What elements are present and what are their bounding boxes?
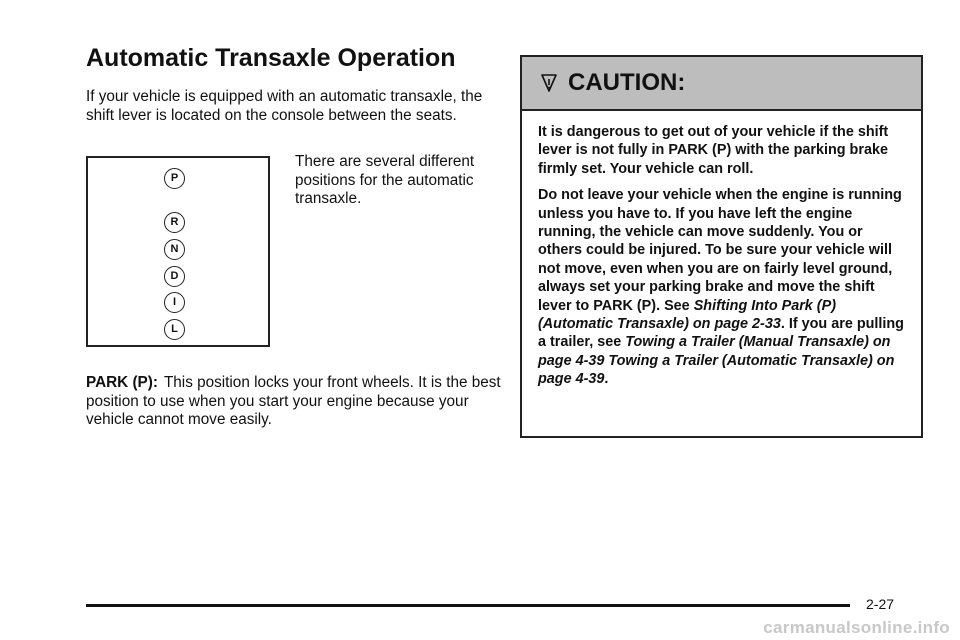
caution-box bbox=[520, 55, 923, 438]
caution-link-shifting-into-park[interactable]: Shifting Into Park (P) (Automatic Transaxle) on page 2-33 bbox=[538, 297, 836, 333]
park-paragraph bbox=[86, 374, 506, 430]
page-number: 2-27 bbox=[866, 596, 895, 612]
park-text: This position locks your front wheels. It is the best position to use when you start your engine because your vehicle cannot move easily. bbox=[86, 374, 501, 428]
gear-position-low: L bbox=[164, 319, 185, 340]
caution-text-c: . bbox=[604, 371, 609, 388]
caution-icon bbox=[538, 72, 560, 94]
positions-paragraph: There are several different positions for the automatic transaxle. bbox=[295, 153, 475, 207]
caution-body bbox=[522, 111, 921, 389]
gear-position-park: P bbox=[164, 168, 185, 189]
caution-link-towing-a-trailer[interactable]: Towing a Trailer (Manual Transaxle) on page 4-39 Towing a Trailer (Automatic Transaxle) on page 4-39 bbox=[538, 334, 895, 388]
gear-position-neutral: N bbox=[164, 239, 185, 260]
intro-paragraph: If your vehicle is equipped with an automatic transaxle, the shift lever is located on the console between the seats. bbox=[86, 88, 483, 124]
caution-header bbox=[522, 57, 921, 111]
caution-title: CAUTION: bbox=[568, 69, 686, 96]
caution-text-a: Do not leave your vehicle when the engine is running unless you have to. If you have left the engine running, the vehicle can move suddenly. You or others could be injured. To be sure your vehicle will not move, even when you are on fairly level ground, always set your parking brake and move the shift lever to PARK (P). See bbox=[538, 187, 902, 314]
shift-pattern-figure bbox=[86, 156, 270, 347]
footer-rule bbox=[86, 604, 850, 607]
gear-position-drive: D bbox=[164, 266, 185, 287]
watermark: carmanualsonline.info bbox=[763, 618, 950, 637]
caution-text-b: . If you are pulling a trailer, see bbox=[538, 316, 904, 351]
gear-position-reverse: R bbox=[164, 212, 185, 233]
page-title: Automatic Transaxle Operation bbox=[86, 44, 456, 72]
caution-paragraph-1: It is dangerous to get out of your vehicle if the shift lever is not fully in PARK (P) with the parking brake firmly set. Your vehicle can roll. bbox=[538, 124, 889, 177]
gear-position-intermediate: I bbox=[164, 292, 185, 313]
caution-paragraph-2 bbox=[538, 186, 905, 388]
park-term: PARK (P): bbox=[86, 374, 158, 391]
